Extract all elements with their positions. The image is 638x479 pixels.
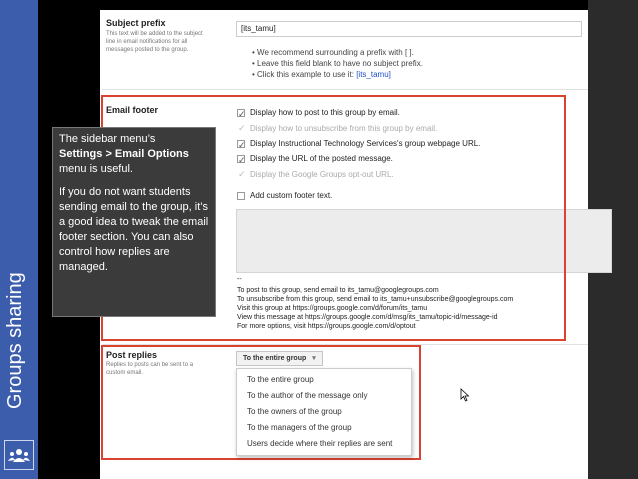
subject-prefix-example-link[interactable]: [its_tamu] [356, 70, 391, 79]
custom-footer-label: Add custom footer text. [250, 191, 333, 200]
menu-item-users-decide[interactable]: Users decide where their replies are sent [247, 439, 393, 448]
chevron-down-icon: ▾ [312, 355, 316, 362]
subject-prefix-input[interactable] [236, 21, 582, 37]
footer-option-2-checkbox: ✓ [238, 123, 246, 133]
footer-preview-line: -- [237, 276, 242, 283]
post-replies-description: Replies to posts can be sent to a custom email. [106, 362, 194, 376]
post-replies-label: Post replies [106, 350, 158, 360]
footer-option-3-checkbox[interactable]: ✓ [238, 140, 246, 150]
post-replies-menu [236, 368, 412, 456]
menu-item-entire-group[interactable]: To the entire group [247, 375, 314, 384]
callout-bold-text: Settings > Email Options [59, 148, 189, 160]
subject-prefix-description: This text will be added to the subject line in email notifications for all messages posted to the group. [106, 31, 203, 53]
footer-option-4-checkbox[interactable]: ✓ [238, 155, 246, 165]
subject-prefix-hint-2: • Leave this field blank to have no subject prefix. [252, 59, 423, 68]
slide-title: Groups sharing [4, 272, 26, 409]
menu-item-managers[interactable]: To the managers of the group [247, 423, 352, 432]
post-replies-selected: To the entire group [243, 355, 307, 362]
group-icon [4, 440, 34, 470]
callout-paragraph: If you do not want students sending email to the group, it’s a good idea to tweak the email footer section. You can also control how replies are managed. [59, 186, 209, 273]
footer-option-4-label: Display the URL of the posted message. [250, 154, 393, 163]
subject-prefix-hint-1: • We recommend surrounding a prefix with [ ]. [252, 48, 414, 57]
menu-item-author-only[interactable]: To the author of the message only [247, 391, 368, 400]
footer-option-1-label: Display how to post to this group by email. [250, 108, 400, 117]
subject-prefix-hint-3: • Click this example to use it: [its_tamu] [252, 70, 391, 79]
subject-prefix-label: Subject prefix [106, 18, 166, 28]
callout-text: menu is useful. [59, 163, 133, 175]
menu-item-owners[interactable]: To the owners of the group [247, 407, 342, 416]
section-divider [102, 89, 588, 90]
footer-option-1-checkbox[interactable]: ✓ [238, 109, 246, 119]
callout-text: The sidebar menu’s [59, 133, 156, 145]
footer-preview-line: To post to this group, send email to its_tamu@googlegroups.com [237, 287, 439, 294]
email-footer-label: Email footer [106, 105, 159, 115]
left-sidebar [0, 0, 38, 479]
footer-option-5-checkbox: ✓ [238, 169, 246, 179]
footer-option-2-label: Display how to unsubscribe from this group by email. [250, 124, 438, 133]
footer-preview-line: View this message at https://groups.google.com/d/msg/its_tamu/topic-id/message-id [237, 314, 498, 321]
footer-option-5-label: Display the Google Groups opt-out URL. [250, 170, 394, 179]
subject-prefix-value: [its_tamu] [241, 24, 276, 33]
instruction-callout [52, 127, 216, 317]
footer-preview-line: For more options, visit https://groups.google.com/d/optout [237, 323, 416, 330]
footer-preview-line: To unsubscribe from this group, send email to its_tamu+unsubscribe@googlegroups.com [237, 296, 514, 303]
footer-option-3-label: Display Instructional Technology Services's group webpage URL. [250, 139, 481, 148]
mouse-cursor-icon [460, 388, 470, 402]
footer-preview-line: Visit this group at https://groups.google.com/d/forum/its_tamu [237, 305, 428, 312]
